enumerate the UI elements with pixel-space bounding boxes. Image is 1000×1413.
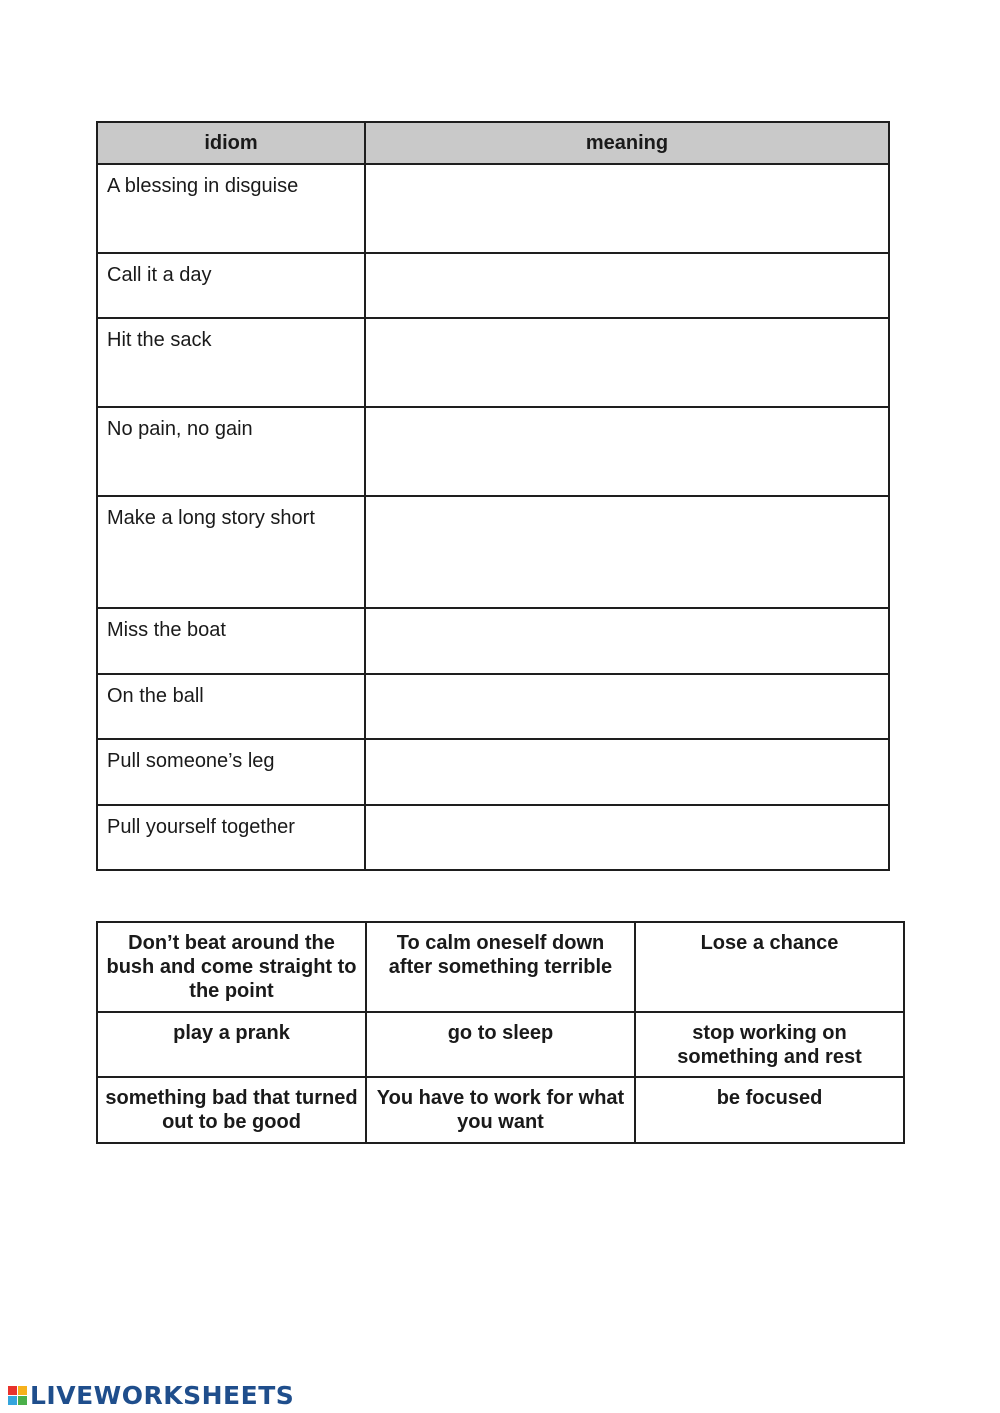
table-header-row xyxy=(97,122,889,164)
idiom-meaning-table xyxy=(96,121,890,871)
table-row xyxy=(97,608,889,674)
logo-square xyxy=(8,1396,17,1405)
meaning-answer-cell[interactable] xyxy=(365,608,889,674)
liveworksheets-logo xyxy=(8,1378,294,1412)
idiom-cell: A blessing in disguise xyxy=(97,164,365,253)
answer-bank-row xyxy=(97,922,904,1012)
logo-square xyxy=(18,1396,27,1405)
logo-square xyxy=(18,1386,27,1395)
logo-grid-icon xyxy=(8,1386,27,1405)
idiom-cell: Pull someone’s leg xyxy=(97,739,365,805)
table-row xyxy=(97,318,889,407)
answer-option[interactable]: To calm oneself down after something terrible xyxy=(366,922,635,1012)
table-row xyxy=(97,805,889,870)
meaning-answer-cell[interactable] xyxy=(365,164,889,253)
table-row xyxy=(97,674,889,739)
answer-option[interactable]: stop working on something and rest xyxy=(635,1012,904,1077)
meaning-answer-cell[interactable] xyxy=(365,318,889,407)
table-row xyxy=(97,739,889,805)
meaning-answer-cell[interactable] xyxy=(365,674,889,739)
idiom-cell: Pull yourself together xyxy=(97,805,365,870)
logo-text: LIVEWORKSHEETS xyxy=(30,1380,295,1410)
answer-option[interactable]: Lose a chance xyxy=(635,922,904,1012)
table-row xyxy=(97,407,889,496)
idiom-column-header: idiom xyxy=(97,122,365,164)
meaning-answer-cell[interactable] xyxy=(365,253,889,318)
answer-option[interactable]: play a prank xyxy=(97,1012,366,1077)
idiom-cell: Hit the sack xyxy=(97,318,365,407)
answer-option[interactable]: You have to work for what you want xyxy=(366,1077,635,1143)
answer-bank-row xyxy=(97,1012,904,1077)
logo-square xyxy=(8,1386,17,1395)
idiom-cell: No pain, no gain xyxy=(97,407,365,496)
meaning-answer-cell[interactable] xyxy=(365,739,889,805)
idiom-cell: Call it a day xyxy=(97,253,365,318)
idiom-cell: Make a long story short xyxy=(97,496,365,608)
table-row xyxy=(97,164,889,253)
idiom-cell: On the ball xyxy=(97,674,365,739)
idiom-cell: Miss the boat xyxy=(97,608,365,674)
table-row xyxy=(97,253,889,318)
answer-option[interactable]: something bad that turned out to be good xyxy=(97,1077,366,1143)
meaning-answer-cell[interactable] xyxy=(365,496,889,608)
answer-option[interactable]: be focused xyxy=(635,1077,904,1143)
meaning-answer-cell[interactable] xyxy=(365,805,889,870)
table-row xyxy=(97,496,889,608)
meaning-column-header: meaning xyxy=(365,122,889,164)
answer-bank-table xyxy=(96,921,905,1144)
answer-bank-row xyxy=(97,1077,904,1143)
meaning-answer-cell[interactable] xyxy=(365,407,889,496)
answer-option[interactable]: go to sleep xyxy=(366,1012,635,1077)
answer-option[interactable]: Don’t beat around the bush and come straight to the point xyxy=(97,922,366,1012)
